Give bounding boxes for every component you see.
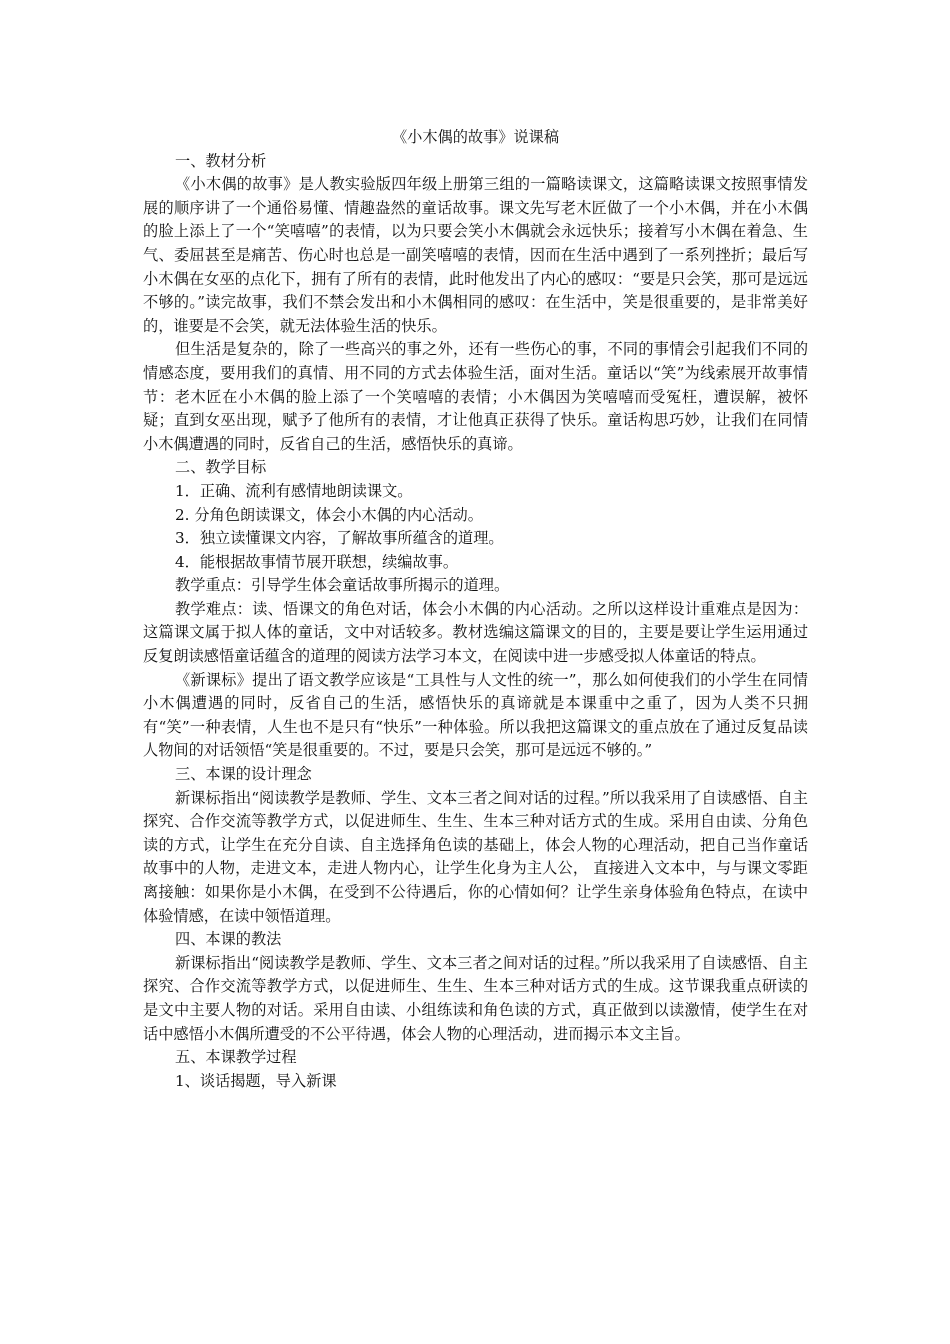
- document-page: [143, 126, 808, 1093]
- section-heading-analysis: 一、教材分析: [175, 151, 267, 170]
- section-heading-teaching-method: 四、本课的教法: [175, 930, 282, 949]
- section-heading-teaching-process: 五、本课教学过程: [175, 1048, 297, 1067]
- paragraph-analysis-2: 但生活是复杂的，除了一些高兴的事之外，还有一些伤心的事，不同的事情会引起我们不同的情感态度，要用我们的真情、用不同的方式去体验生活，面对生活。童话以“笑”为线索展开故事情节：老木匠在小木偶的脸上添了一个笑嘻嘻的表情；小木偶因为笑嘻嘻而受冤枉，遭误解，被怀疑；直到女巫出现，赋予了他所有的表情，才让他真正获得了快乐。童话构思巧妙，让我们在同情小木偶遭遇的同时，反省自己的生活，感悟快乐的真谛。: [143, 340, 808, 453]
- goal-item-2: 2. 分角色朗读课文，体会小木偶的内心活动。: [175, 505, 483, 524]
- paragraph-analysis-1: 《小木偶的故事》是人教实验版四年级上册第三组的一篇略读课文，这篇略读课文按照事情发展的顺序讲了一个通俗易懂、情趣盎然的童话故事。课文先写老木匠做了一个小木偶，并在小木偶的脸上添上了一个“笑嘻嘻”的表情，以为只要会笑小木偶就会永远快乐；接着写小木偶在着急、生气、委屈甚至是痛苦、伤心时也总是一副笑嘻嘻的表情，因而在生活中遇到了一系列挫折；最后写小木偶在女巫的点化下，拥有了所有的表情，此时他发出了内心的感叹：“要是只会笑，那可是远远不够的。”读完故事，我们不禁会发出和小木偶相同的感叹：在生活中，笑是很重要的，是非常美好的，谁要是不会笑，就无法体验生活的快乐。: [143, 175, 808, 335]
- section-heading-design-concept: 三、本课的设计理念: [175, 765, 312, 784]
- document-title: 《小木偶的故事》说课稿: [391, 128, 560, 146]
- paragraph-teaching-method: 新课标指出“阅读教学是教师、学生、文本三者之间对话的过程。”所以我采用了自读感悟、自主探究、合作交流等教学方式，以促进师生、生生、生本三种对话方式的生成。这节课我重点研读的是文中主要人物的对话。采用自由读、小组练读和角色读的方式，真正做到以读激情，使学生在对话中感悟小木偶所遭受的不公平待遇，体会人物的心理活动，进而揭示本文主旨。: [143, 953, 808, 1043]
- goal-item-3: 3．独立读懂课文内容，了解故事所蕴含的道理。: [175, 529, 504, 548]
- teaching-difficulty: 教学难点：读、悟课文的角色对话，体会小木偶的内心活动。之所以这样设计重难点是因为：这篇课文属于拟人体的童话，文中对话较多。教材选编这篇课文的目的，主要是要让学生运用通过反复朗读感悟童话蕴含的道理的阅读方法学习本文，在阅读中进一步感受拟人体童话的特点。: [143, 599, 808, 666]
- paragraph-curriculum-standard: 《新课标》提出了语文教学应该是“工具性与人文性的统一”，那么如何使我们的小学生在同情小木偶遭遇的同时，反省自己的生活，感悟快乐的真谛就是本课重中之重了，因为人类不只拥有“笑”一种表情，人生也不是只有“快乐”一种体验。所以我把这篇课文的重点放在了通过反复品读人物间的对话领悟“笑是很重要的。不过，要是只会笑，那可是远远不够的。”: [143, 670, 808, 760]
- process-step-1: 1、谈话揭题，导入新课: [175, 1071, 337, 1090]
- teaching-key-point: 教学重点：引导学生体会童话故事所揭示的道理。: [175, 576, 510, 595]
- goal-item-4: 4．能根据故事情节展开联想，续编故事。: [175, 552, 459, 571]
- goal-item-1: 1．正确、流利有感情地朗读课文。: [175, 481, 413, 500]
- paragraph-design-concept: 新课标指出“阅读教学是教师、学生、文本三者之间对话的过程。”所以我采用了自读感悟、自主探究、合作交流等教学方式，以促进师生、生生、生本三种对话方式的生成。采用自由读、分角色读的方式，让学生在充分自读、自主选择角色读的基础上，体会人物的心理活动，把自己当作童话故事中的人物，走进文本，走进人物内心，让学生化身为主人公， 直接进入文本中，与与课文零距离接触：如果你是小木偶，在受到不公待遇后，你的心情如何？让学生亲身体验角色特点，在读中体验情感，在读中领悟道理。: [143, 788, 808, 925]
- section-heading-goals: 二、教学目标: [175, 458, 267, 477]
